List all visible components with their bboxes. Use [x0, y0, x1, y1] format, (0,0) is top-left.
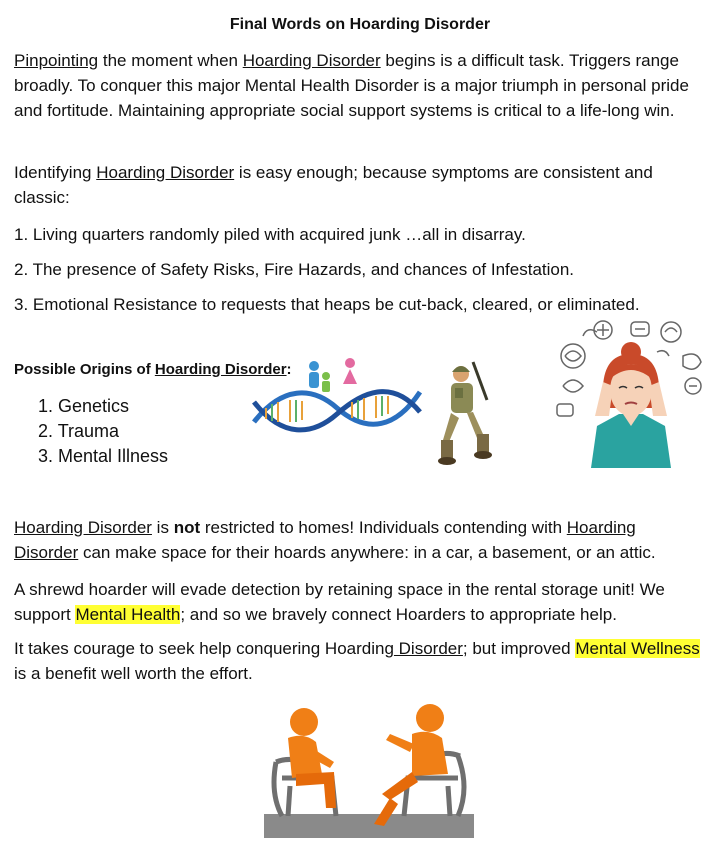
courage-paragraph: It takes courage to seek help conquering Hoarding Disorder; but improved Mental Wellness is a benefit well worth the effort.: [14, 639, 700, 683]
intro-paragraph: Pinpointing the moment when Hoarding Disorder begins is a difficult task. Triggers range broadly. To conquer this major Mental Health Disorder is a major triumph in personal pride and fortitude. Maintaining appropriate social support systems is critical to a life-long win.: [14, 51, 689, 120]
shrewd-paragraph: A shrewd hoarder will evade detection by retaining space in the rental storage unit! We support Mental Health; and so we bravely connect Hoarders to appropriate help.: [14, 580, 665, 624]
hoarding-disorder-link[interactable]: Hoarding Disorder: [242, 51, 381, 70]
mental-wellness-highlight: Mental Wellness: [575, 639, 700, 658]
hoarding-disorder-link[interactable]: Hoarding Disorder: [14, 518, 152, 537]
stressed-woman-image: [553, 316, 709, 468]
dna-family-image: [252, 356, 422, 440]
hoarding-disorder-link[interactable]: Disorder: [393, 639, 463, 658]
symptom-item: 1. Living quarters randomly piled with acquired junk …all in disarray.: [14, 225, 526, 244]
origins-heading: Possible Origins of Hoarding Disorder:: [14, 361, 292, 378]
hoarding-disorder-link[interactable]: Hoarding Disorder: [154, 361, 287, 378]
origin-item: 3. Mental Illness: [38, 446, 169, 466]
origin-item: 1. Genetics: [38, 396, 130, 416]
origin-item: 2. Trauma: [38, 421, 120, 441]
not-restricted-paragraph: Hoarding Disorder is not restricted to homes! Individuals contending with Hoarding Disorder can make space for their hoards anywhere: in a car, a basement, or an attic.: [14, 518, 656, 562]
hoarding-disorder-link[interactable]: Hoarding Disorder: [14, 518, 636, 562]
therapy-session-image: [262, 704, 476, 840]
pinpointing-link[interactable]: Pinpointing: [14, 51, 99, 70]
symptom-item: 2. The presence of Safety Risks, Fire Hazards, and chances of Infestation.: [14, 260, 575, 279]
family-figures-icon: [309, 358, 357, 392]
soldier-image: [437, 360, 499, 466]
hoarding-disorder-link[interactable]: Hoarding Disorder: [96, 163, 235, 182]
page-title: Final Words on Hoarding Disorder: [229, 16, 491, 33]
mental-health-highlight: Mental Health: [75, 605, 181, 624]
identify-paragraph: Identifying Hoarding Disorder is easy enough; because symptoms are consistent and classic:: [14, 163, 653, 207]
symptom-item: 3. Emotional Resistance to requests that heaps be cut-back, cleared, or eliminated.: [14, 295, 640, 314]
